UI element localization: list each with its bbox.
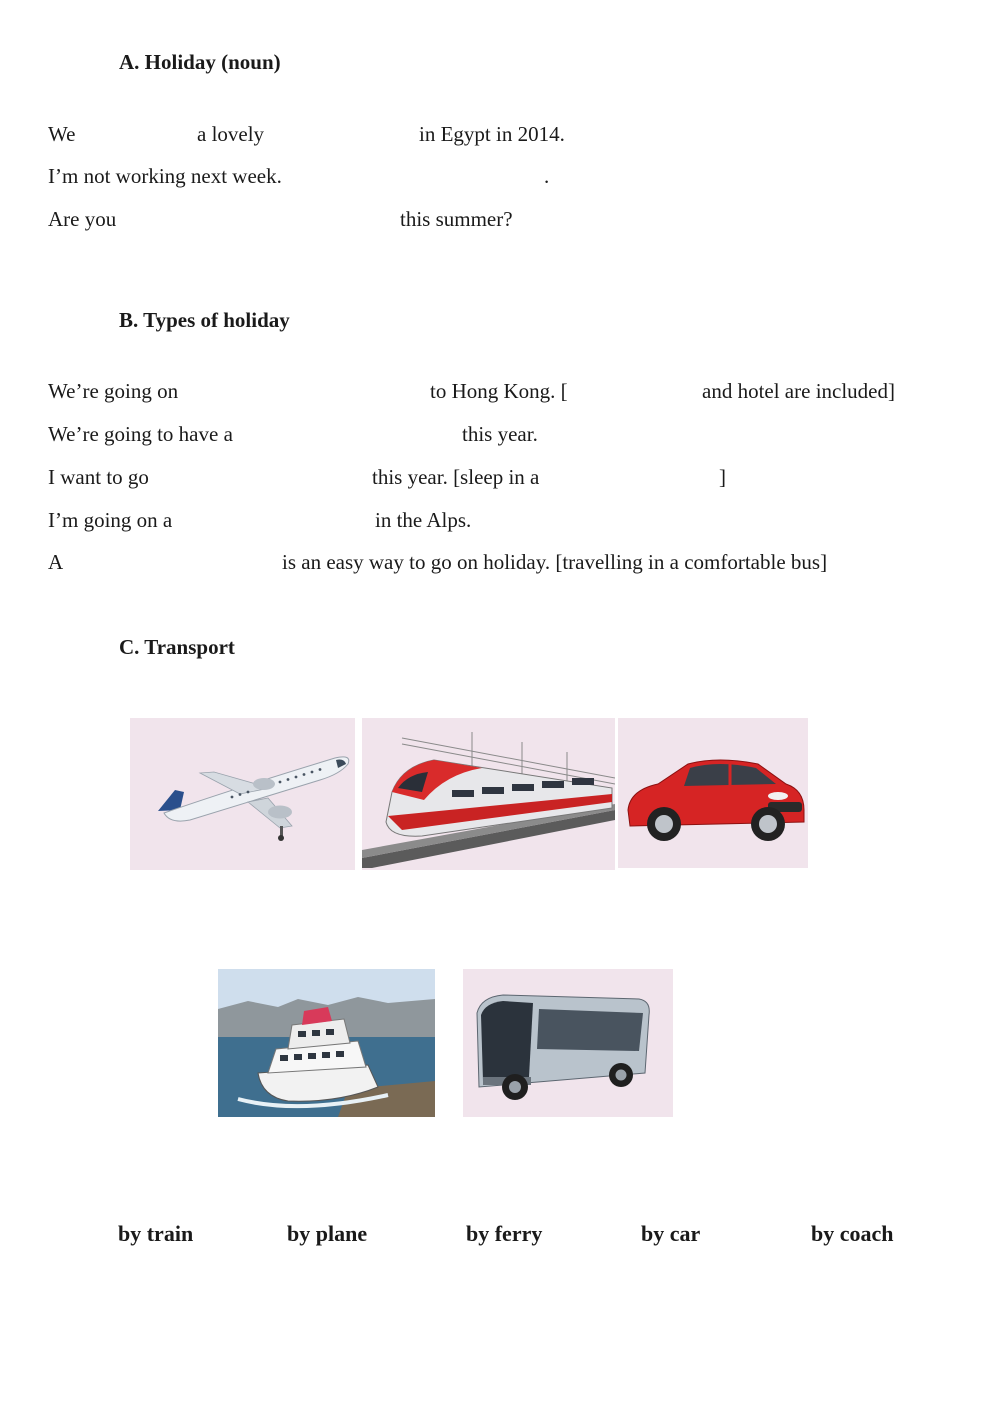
a3-text-1: Are you [48, 207, 117, 231]
coach-picture[interactable] [463, 969, 673, 1117]
b3-text-3: ] [719, 465, 726, 489]
section-a-heading: A. Holiday (noun) [119, 50, 281, 74]
b1-blank-2[interactable] [590, 376, 696, 404]
b3-blank-1[interactable] [166, 462, 366, 490]
option-by-plane[interactable]: by plane [287, 1221, 368, 1246]
coach-icon [463, 969, 673, 1117]
a1-blank-1[interactable] [84, 119, 192, 147]
b1-blank-1[interactable] [200, 376, 424, 404]
option-by-coach[interactable]: by coach [811, 1221, 894, 1246]
b3-text-2: this year. [sleep in a [372, 465, 540, 489]
a2-text-1: I’m not working next week. [48, 164, 282, 188]
option-by-car[interactable]: by car [641, 1221, 701, 1246]
section-c-heading: C. Transport [119, 635, 235, 659]
b1-text-2: to Hong Kong. [ [430, 379, 568, 403]
a3-blank-1[interactable] [130, 204, 394, 232]
a1-text-3: in Egypt in 2014. [419, 122, 565, 146]
b5-blank-1[interactable] [70, 547, 276, 575]
car-icon [618, 718, 808, 868]
plane-icon [130, 718, 355, 870]
a2-blank-1[interactable] [314, 161, 542, 189]
b4-text-1: I’m going on a [48, 508, 173, 532]
b4-blank-1[interactable] [192, 505, 368, 533]
b5-text-2: is an easy way to go on holiday. [travelling in a comfortable bus] [282, 550, 828, 574]
b2-blank-1[interactable] [262, 419, 456, 447]
a1-text-1: We [48, 122, 76, 146]
a1-text-2: a lovely [197, 122, 265, 146]
b5-text-1: A [48, 550, 64, 574]
a2-text-2: . [544, 164, 550, 188]
train-picture[interactable] [362, 718, 615, 870]
train-icon [362, 718, 615, 870]
ferry-icon [218, 969, 435, 1117]
a3-text-2: this summer? [400, 207, 513, 231]
b1-text-1: We’re going on [48, 379, 179, 403]
b2-text-2: this year. [462, 422, 538, 446]
b1-text-3: and hotel are included] [702, 379, 895, 403]
a1-blank-2[interactable] [278, 119, 414, 147]
b3-blank-2[interactable] [566, 462, 716, 490]
b2-text-1: We’re going to have a [48, 422, 233, 446]
b4-text-2: in the Alps. [375, 508, 472, 532]
plane-picture[interactable] [130, 718, 355, 870]
option-by-ferry[interactable]: by ferry [466, 1221, 543, 1246]
b3-text-1: I want to go [48, 465, 149, 489]
car-picture[interactable] [618, 718, 808, 868]
option-by-train[interactable]: by train [118, 1221, 194, 1246]
section-b-heading: B. Types of holiday [119, 308, 290, 332]
ferry-picture[interactable] [218, 969, 435, 1117]
